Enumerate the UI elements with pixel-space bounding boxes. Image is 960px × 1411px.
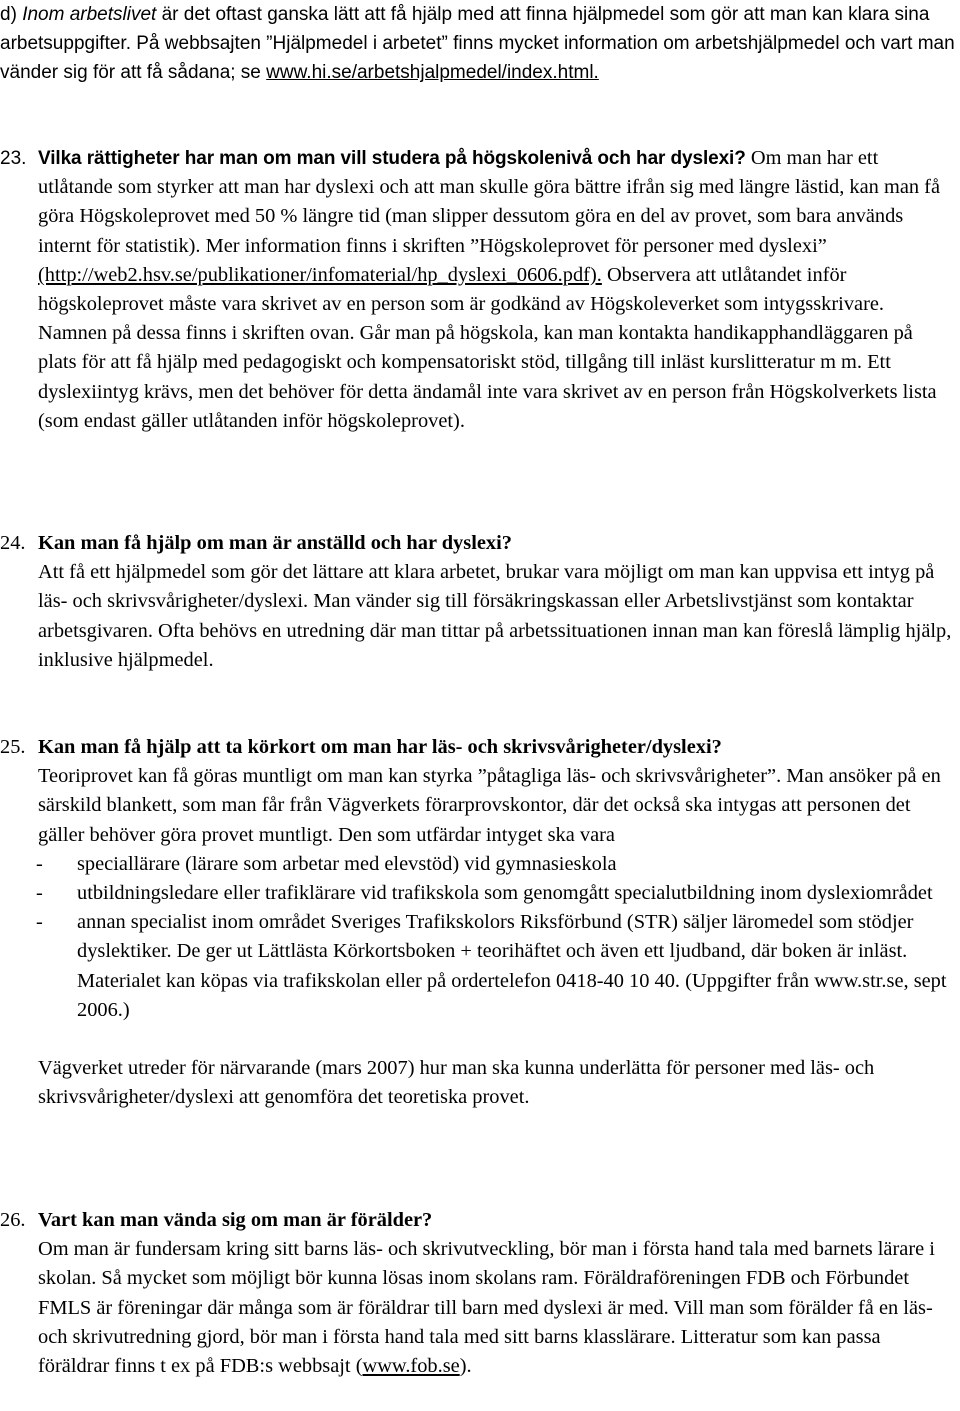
question-24-heading: Kan man få hjälp om man är anställd och har dyslexi? [38,532,512,554]
list-item-text: utbildningsledare eller trafiklärare vid trafikskola som genomgått specialutbildning inom dyslexiområdet [77,882,933,905]
question-26-text-end: ). [459,1355,472,1378]
list-item [0,908,956,1025]
intro-label: d) [0,4,17,25]
intro-lead: Inom arbetslivet [22,4,157,25]
question-24-number: 24. [0,532,26,554]
question-26 [0,1206,956,1381]
intro-text: är det oftast ganska lätt att få hjälp med att finna hjälpmedel som gör att man kan klara sina arbetsuppgifter. På webbsajten ”Hjälpmedel i arbetet” finns mycket information om arbetshjälpmedel och vart man vänder sig för att få sådana; se [0,4,955,84]
question-26-heading: Vart kan man vända sig om man är förälder? [38,1209,433,1231]
question-25-closing: Vägverket utreder för närvarande (mars 2007) hur man ska kunna underlätta för personer med läs- och skrivsvårigheter/dyslexi att genomföra det teoretiska provet. [38,1057,875,1109]
question-25-number: 25. [0,736,26,758]
question-23 [0,144,956,436]
intro-paragraph [0,0,956,88]
question-24 [0,529,956,675]
list-item-text: speciallärare (lärare som arbetar med elevstöd) vid gymnasieskola [77,852,617,875]
question-23-number: 23. [0,148,27,169]
intro-link[interactable]: www.hi.se/arbetshjalpmedel/index.html. [266,62,599,84]
question-23-link[interactable]: (http://web2.hsv.se/publikationer/infomaterial/hp_dyslexi_0606.pdf). [38,263,602,286]
question-26-text-wrap [38,1235,956,1381]
question-26-text: Om man är fundersam kring sitt barns läs- och skrivutveckling, bör man i första hand tala med barnets lärare i skolan. Så mycket som möjligt bör kunna lösas inom skolans ram. Föräldraföreningen FDB och Förbundet FMLS är föreningar där många som är föräldrar till barn med dyslexi är med. Vill man som förälder få en läs- och skrivutredning gjord, bör man i första hand tala med sitt barns klasslärare. Litteratur som kan passa föräldrar finns t ex på FDB:s webbsajt ( [38,1238,935,1378]
list-item-text: annan specialist inom området Sveriges Trafikskolors Riksförbund (STR) säljer läromedel som stödjer dyslektiker. De ger ut Lättlästa Körkortsboken + teorihäftet och även ett ljudband, där boken är inläst. Materialet kan köpas via trafikskolan eller på ordertelefon 0418-40 10 40. (Uppgifter från www.str.se, sept 2006.) [77,911,947,1021]
question-26-number: 26. [0,1209,26,1231]
question-23-text-2: Observera att utlåtandet inför högskoleprovet måste vara skrivet av en person som är godkänd av Högskoleverket som intygsskrivare. Namnen på dessa finns i skriften ovan. Går man på högskola, kan man kontakta handikapphandläggaren på plats för att få hjälp med pedagogiskt och kompensatoriskt stöd, tillgång till inläst kurslitteratur m m. Ett dyslexiintyg krävs, men det behöver för detta ändamål inte vara skrivet av en person från Högskolverkets lista (som endast gäller utlåtanden inför högskoleprovet). [38,263,937,432]
list-item [0,850,956,879]
question-24-text: Att få ett hjälpmedel som gör det lättare att klara arbetet, brukar vara möjligt om man kan uppvisa ett intyg på läs- och skrivsvårigheter/dyslexi. Man vänder sig till försäkringskassan eller Arbetslivstjänst som kontaktar arbetsgivaren. Ofta behövs en utredning där man tittar på arbetssituationen innan man kan föreslå lämplig hjälp, inklusive hjälpmedel. [38,561,952,671]
list-dash: - [36,852,43,875]
question-23-text-1: Om man har ett utlåtande som styrker att man har dyslexi och att man skulle göra bättre ifrån sig med längre lästid, kan man få göra Högskoleprovet med 50 % längre tid (man slipper dessutom göra en del av provet, som bara används internt för statistik). Mer information finns i skriften ”Högskoleprovet för personer med dyslexi” [38,147,941,257]
question-25 [0,733,956,1112]
list-dash: - [36,882,43,905]
question-25-heading: Kan man få hjälp att ta körkort om man har läs- och skrivsvårigheter/dyslexi? [38,736,722,758]
certifier-list [0,850,956,1025]
question-25-text: Teoriprovet kan få göras muntligt om man kan styrka ”påtagliga läs- och skrivsvårigheter”. Man ansöker på en särskild blankett, som man får från Vägverkets förarprovskontor, där det också ska intygas att personen det gäller behöver göra provet muntligt. Den som utfärdar intyget ska vara [38,765,941,846]
question-26-link[interactable]: www.fob.se [362,1355,460,1378]
list-item [0,879,956,908]
question-23-heading: Vilka rättigheter har man om man vill studera på högskolenivå och har dyslexi? [38,148,746,169]
list-dash: - [36,911,43,934]
